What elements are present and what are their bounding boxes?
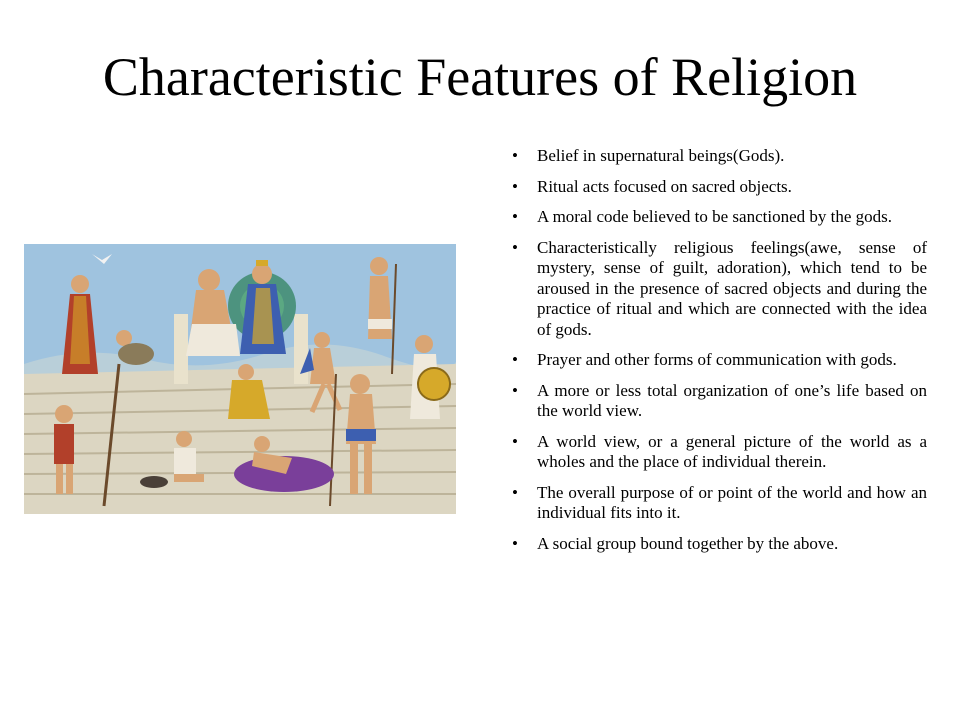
feature-bullet-list — [512, 146, 927, 564]
olympian-gods-painting — [24, 244, 456, 514]
bullet-item: • Belief in supernatural beings(Gods). — [512, 146, 927, 167]
bullet-item: • A moral code believed to be sanctioned by the gods. — [512, 207, 927, 228]
bullet-item: • A social group bound together by the above. — [512, 534, 927, 555]
bullet-item: • Characteristically religious feelings(awe, sense of mystery, sense of guilt, adoration), which tend to be aroused in the presence of sacred objects and during the practice of ritual and which are connected with the idea of gods. — [512, 238, 927, 341]
bullet-item: • The overall purpose of or point of the world and how an individual fits into it. — [512, 483, 927, 524]
bullet-item: • Prayer and other forms of communication with gods. — [512, 350, 927, 371]
ground-bird — [140, 476, 168, 488]
bullet-item: • A world view, or a general picture of the world as a wholes and the place of individual therein. — [512, 432, 927, 473]
olympian-gods-illustration — [24, 244, 456, 514]
bullet-item: • A more or less total organization of one’s life based on the world view. — [512, 381, 927, 422]
slide-title: Characteristic Features of Religion — [102, 47, 858, 107]
bullet-item: • Ritual acts focused on sacred objects. — [512, 177, 927, 198]
